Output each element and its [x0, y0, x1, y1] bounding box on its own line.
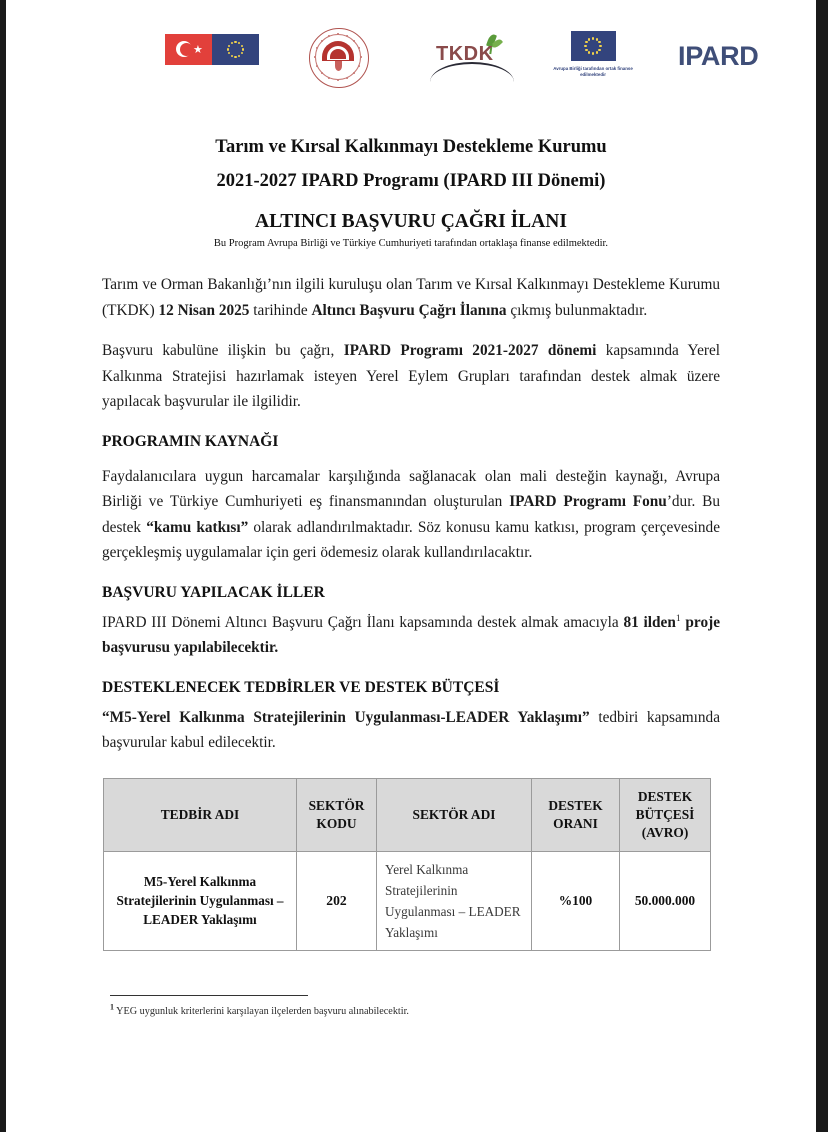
kaynak-bold-fon: IPARD Programı Fonu	[509, 493, 667, 510]
intro-text-1: Tarım ve Orman Bakanlığı’nın ilgili kuruluşu olan Tarım ve Kırsal Kalkınmayı Destekleme Kurumu (TKDK)	[102, 276, 720, 319]
scope-text-2: kapsamında Yerel Kalkınma Stratejisi hazırlamak isteyen Yerel Eylem Grupları tarafından destek almak üzere yapılacak başvurular ile ilgilidir.	[102, 342, 720, 410]
intro-text-2: tarihinde	[249, 301, 312, 319]
section-heading-kaynak: PROGRAMIN KAYNAĞI	[102, 432, 279, 450]
kaynak-text-2: ’dur. Bu destek	[102, 493, 720, 536]
column-header-destek-butcesi: DESTEK BÜTÇESİ (AVRO)	[620, 778, 711, 851]
turkey-eu-flags-logo	[165, 34, 259, 65]
eu-cofunded-logo	[547, 31, 639, 78]
cell-tedbir-adi: M5-Yerel Kalkınma Stratejilerinin Uygulanması –LEADER Yaklaşımı	[104, 851, 297, 950]
title-line-1: Tarım ve Kırsal Kalkınmayı Destekleme Kurumu	[215, 137, 607, 157]
iller-bold-count: 81 ilden	[623, 613, 676, 631]
cell-destek-orani: %100	[532, 851, 620, 950]
ipard-logo	[678, 41, 759, 72]
title-subtitle: Bu Program Avrupa Birliği ve Türkiye Cumhuriyeti tarafından ortaklaşa finanse edilmektedir.	[213, 238, 609, 249]
intro-bold-call: Altıncı Başvuru Çağrı İlanına	[311, 301, 507, 319]
iller-bold-rest: proje başvurusu yapılabilecektir.	[102, 613, 720, 656]
iller-text-1: IPARD III Dönemi Altıncı Başvuru Çağrı İlanı kapsamında destek almak amacıyla	[102, 613, 624, 631]
footnote-text	[110, 1002, 730, 1019]
eu-flag-icon-secondary	[571, 31, 616, 61]
footnote-marker-ref: 1	[675, 613, 681, 624]
table-row	[104, 851, 711, 950]
kaynak-bold-katki: “kamu katkısı”	[146, 518, 249, 536]
eu-flag-icon	[212, 34, 259, 65]
eu-cofunded-caption: Avrupa Birliği tarafından ortak finanse edilmektedir	[553, 66, 633, 77]
footnote-body: YEG uygunluk kriterlerini karşılayan ilçelerden başvuru alınabilecektir.	[116, 1006, 409, 1017]
paragraph-iller	[102, 610, 720, 661]
intro-bold-date: 12 Nisan 2025	[158, 301, 250, 319]
footnote-area	[110, 995, 730, 1019]
cell-sektor-kodu: 202	[297, 851, 377, 950]
kaynak-text-1: Faydalanıcılara uygun harcamalar karşılığında sağlanacak olan mali desteğin kaynağı, Avrupa Birliği ve Türkiye Cumhuriyeti eş finansmanından oluşturulan	[102, 467, 720, 510]
cell-sektor-adi: Yerel Kalkınma Stratejilerinin Uygulanması – LEADER Yaklaşımı	[377, 851, 532, 950]
section-heading-iller: BAŞVURU YAPILACAK İLLER	[102, 583, 325, 601]
cell-destek-butcesi: 50.000.000	[620, 851, 711, 950]
tkdk-wordmark: TKDK	[436, 43, 494, 65]
kaynak-text-3: olarak adlandırılmaktadır. Söz konusu kamu katkısı, program çerçevesinde gerçekleşmiş uygulamalar için geri ödemesiz olarak kullandırılacaktır.	[102, 518, 720, 561]
column-header-sektor-adi: SEKTÖR ADI	[377, 778, 532, 851]
paragraph-kaynak	[102, 464, 720, 566]
paragraph-intro	[102, 272, 720, 323]
budget-table-wrapper	[102, 778, 720, 951]
scope-bold-program: IPARD Programı 2021-2027 dönemi	[343, 342, 597, 359]
intro-text-3: çıkmış bulunmaktadır.	[506, 301, 648, 319]
tkdk-logo	[430, 33, 514, 77]
table-header-row	[104, 778, 711, 851]
scope-text-1: Başvuru kabulüne ilişkin bu çağrı,	[102, 342, 344, 359]
document-page	[6, 0, 816, 1132]
turkish-flag-icon: ★	[165, 34, 212, 65]
paragraph-scope	[102, 338, 720, 415]
tedbirler-text-1: tedbiri kapsamında başvurular kabul edilecektir.	[102, 708, 720, 751]
footnote-divider	[110, 995, 308, 996]
column-header-sektor-kodu: SEKTÖR KODU	[297, 778, 377, 851]
column-header-destek-orani: DESTEK ORANI	[532, 778, 620, 851]
footnote-number: 1	[110, 1002, 114, 1012]
tedbirler-bold-measure: “M5-Yerel Kalkınma Stratejilerinin Uygulanması-LEADER Yaklaşımı”	[102, 708, 590, 726]
logo-header-band	[6, 0, 816, 108]
document-title-block	[6, 130, 816, 252]
column-header-tedbir-adi: TEDBİR ADI	[104, 778, 297, 851]
budget-table	[103, 778, 711, 951]
page-title: ALTINCI BAŞVURU ÇAĞRI İLANI	[255, 211, 567, 232]
section-heading-tedbirler: DESTEKLENECEK TEDBİRLER VE DESTEK BÜTÇESİ	[102, 678, 500, 696]
title-line-2: 2021-2027 IPARD Programı (IPARD III Dönemi)	[216, 171, 606, 191]
ministry-emblem-icon	[309, 28, 369, 88]
document-body	[102, 252, 720, 951]
paragraph-tedbirler	[102, 705, 720, 756]
ipard-wordmark: IPARD	[678, 41, 759, 71]
